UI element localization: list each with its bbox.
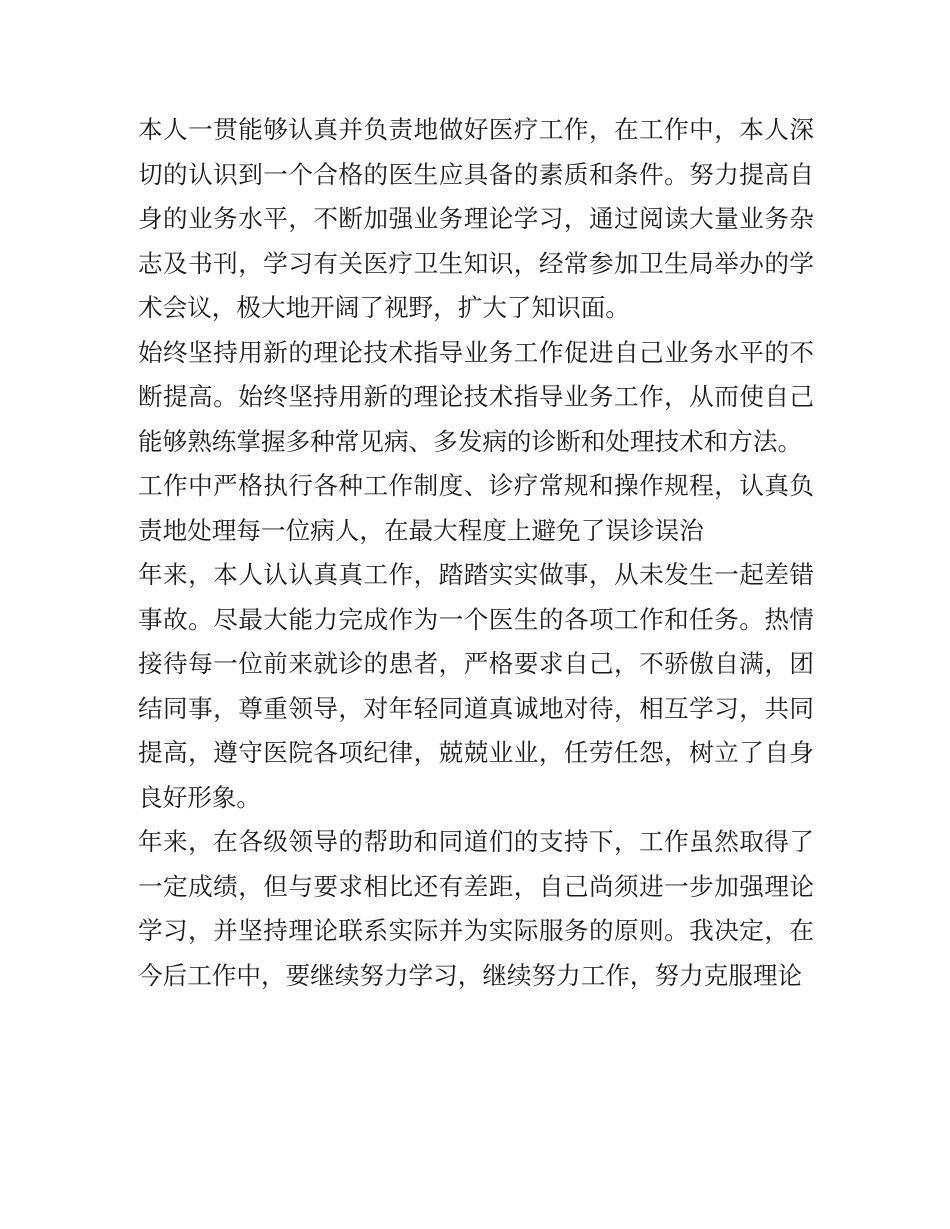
- paragraph-3: 工作中严格执行各种工作制度、诊疗常规和操作规程，认真负责地处理每一位病人，在最大程度上避免了误诊误治: [138, 471, 814, 545]
- paragraph-2: 始终坚持用新的理论技术指导业务工作促进自己业务水平的不断提高。始终坚持用新的理论技术指导业务工作，从而使自己能够熟练掌握多种常见病、多发病的诊断和处理技术和方法。: [138, 337, 814, 456]
- document-body: [138, 108, 814, 998]
- paragraph-1: 本人一贯能够认真并负责地做好医疗工作，在工作中，本人深切的认识到一个合格的医生应具备的素质和条件。努力提高自身的业务水平，不断加强业务理论学习，通过阅读大量业务杂志及书刊，学习有关医疗卫生知识，经常参加卫生局举办的学术会议，极大地开阔了视野，扩大了知识面。: [138, 115, 814, 322]
- paragraph-5: 年来，在各级领导的帮助和同道们的支持下，工作虽然取得了一定成绩，但与要求相比还有差距，自己尚须进一步加强理论学习，并坚持理论联系实际并为实际服务的原则。我决定，在今后工作中，要继续努力学习，继续努力工作，努力克服理论: [138, 827, 814, 990]
- paragraph-4: 年来，本人认认真真工作，踏踏实实做事，从未发生一起差错事故。尽最大能力完成作为一个医生的各项工作和任务。热情接待每一位前来就诊的患者，严格要求自己，不骄傲自满，团结同事，尊重领导，对年轻同道真诚地对待，相互学习，共同提高，遵守医院各项纪律，兢兢业业，任劳任怨，树立了自身良好形象。: [138, 560, 814, 812]
